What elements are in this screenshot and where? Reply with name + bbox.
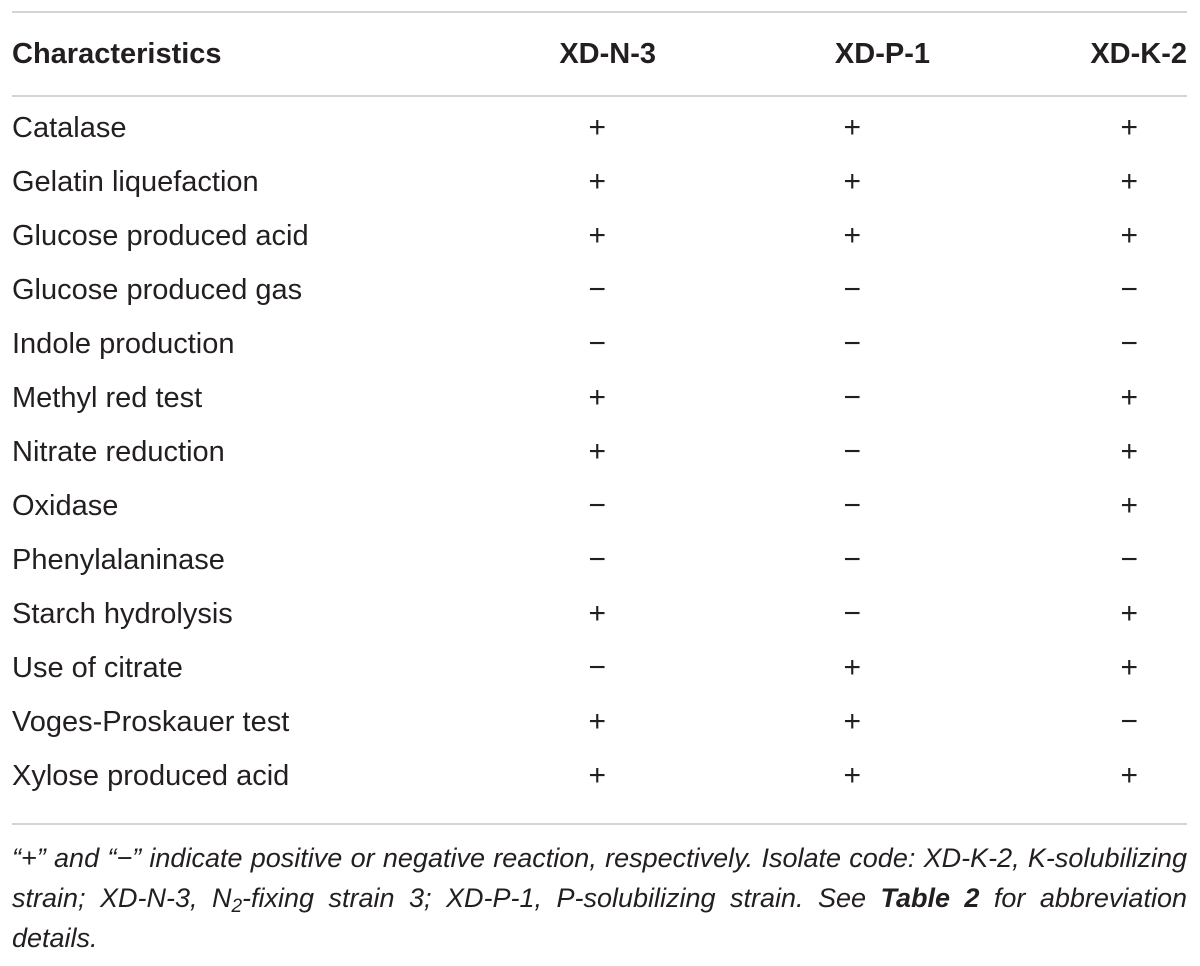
cell-xd-k-2: + <box>1120 435 1138 468</box>
characteristics-table-body <box>12 97 1187 803</box>
cell-xd-p-1: + <box>843 705 861 738</box>
cell-xd-n-3: − <box>588 489 606 522</box>
cell-xd-p-1: − <box>843 273 861 306</box>
table-row <box>12 479 1187 533</box>
cell-xd-n-3: + <box>588 165 606 198</box>
footnote-text-1: “+” and “−” indicate positive or negative reaction, respectively. Isolate code: XD-K-2, K-solubilizing strain; XD-N-3, N <box>12 843 1187 913</box>
row-label: Gelatin liquefaction <box>12 165 259 198</box>
cell-xd-n-3: − <box>588 651 606 684</box>
cell-xd-k-2: + <box>1120 111 1138 144</box>
cell-xd-k-2: + <box>1120 759 1138 792</box>
row-label: Glucose produced gas <box>12 273 303 306</box>
table-row <box>12 263 1187 317</box>
cell-xd-n-3: − <box>588 327 606 360</box>
row-label: Xylose produced acid <box>12 759 290 792</box>
bottom-rule <box>12 823 1187 825</box>
row-label: Methyl red test <box>12 381 203 414</box>
table-2-reference: Table 2 <box>880 883 980 913</box>
row-label: Nitrate reduction <box>12 435 225 468</box>
table-row <box>12 695 1187 749</box>
table-row <box>12 317 1187 371</box>
cell-xd-p-1: − <box>843 543 861 576</box>
cell-xd-k-2: + <box>1120 597 1138 630</box>
cell-xd-p-1: − <box>843 327 861 360</box>
cell-xd-n-3: + <box>588 219 606 252</box>
cell-xd-p-1: − <box>843 489 861 522</box>
footnote-subscript: 2 <box>231 896 243 917</box>
table-row <box>12 425 1187 479</box>
cell-xd-k-2: + <box>1120 165 1138 198</box>
footnote-text-3: for abbreviation details. <box>12 883 1187 953</box>
cell-xd-n-3: − <box>588 273 606 306</box>
cell-xd-p-1: + <box>843 111 861 144</box>
table-container <box>12 11 1187 803</box>
cell-xd-k-2: − <box>1120 705 1138 738</box>
cell-xd-n-3: + <box>588 597 606 630</box>
row-label: Use of citrate <box>12 651 183 684</box>
cell-xd-k-2: + <box>1120 651 1138 684</box>
footnote-text-2: -fixing strain 3; XD-P-1, P-solubilizing strain. See <box>242 883 881 913</box>
cell-xd-p-1: + <box>843 219 861 252</box>
table-row <box>12 749 1187 803</box>
cell-xd-k-2: + <box>1120 489 1138 522</box>
table-row <box>12 371 1187 425</box>
row-label: Indole production <box>12 327 235 360</box>
cell-xd-n-3: + <box>588 759 606 792</box>
table-footnote <box>12 838 1187 958</box>
cell-xd-k-2: + <box>1120 381 1138 414</box>
cell-xd-n-3: − <box>588 543 606 576</box>
header-xd-k-2: XD-K-2 <box>1090 37 1187 70</box>
row-label: Oxidase <box>12 489 119 522</box>
table-row <box>12 641 1187 695</box>
header-characteristics: Characteristics <box>12 37 222 70</box>
cell-xd-n-3: + <box>588 435 606 468</box>
cell-xd-p-1: + <box>843 651 861 684</box>
table-row <box>12 587 1187 641</box>
cell-xd-n-3: + <box>588 705 606 738</box>
row-label: Catalase <box>12 111 127 144</box>
characteristics-table <box>12 13 1187 95</box>
row-label: Phenylalaninase <box>12 543 225 576</box>
cell-xd-p-1: − <box>843 435 861 468</box>
cell-xd-k-2: − <box>1120 543 1138 576</box>
cell-xd-n-3: + <box>588 381 606 414</box>
table-row <box>12 155 1187 209</box>
table-row <box>12 533 1187 587</box>
cell-xd-p-1: + <box>843 165 861 198</box>
cell-xd-k-2: − <box>1120 273 1138 306</box>
row-label: Starch hydrolysis <box>12 597 233 630</box>
row-label: Glucose produced acid <box>12 219 309 252</box>
header-xd-p-1: XD-P-1 <box>834 37 930 70</box>
cell-xd-p-1: − <box>843 381 861 414</box>
row-label: Voges-Proskauer test <box>12 705 290 738</box>
header-xd-n-3: XD-N-3 <box>559 37 656 70</box>
table-row <box>12 209 1187 263</box>
header-row <box>12 13 1187 95</box>
cell-xd-n-3: + <box>588 111 606 144</box>
cell-xd-p-1: + <box>843 759 861 792</box>
cell-xd-k-2: − <box>1120 327 1138 360</box>
table-row <box>12 97 1187 155</box>
cell-xd-k-2: + <box>1120 219 1138 252</box>
cell-xd-p-1: − <box>843 597 861 630</box>
